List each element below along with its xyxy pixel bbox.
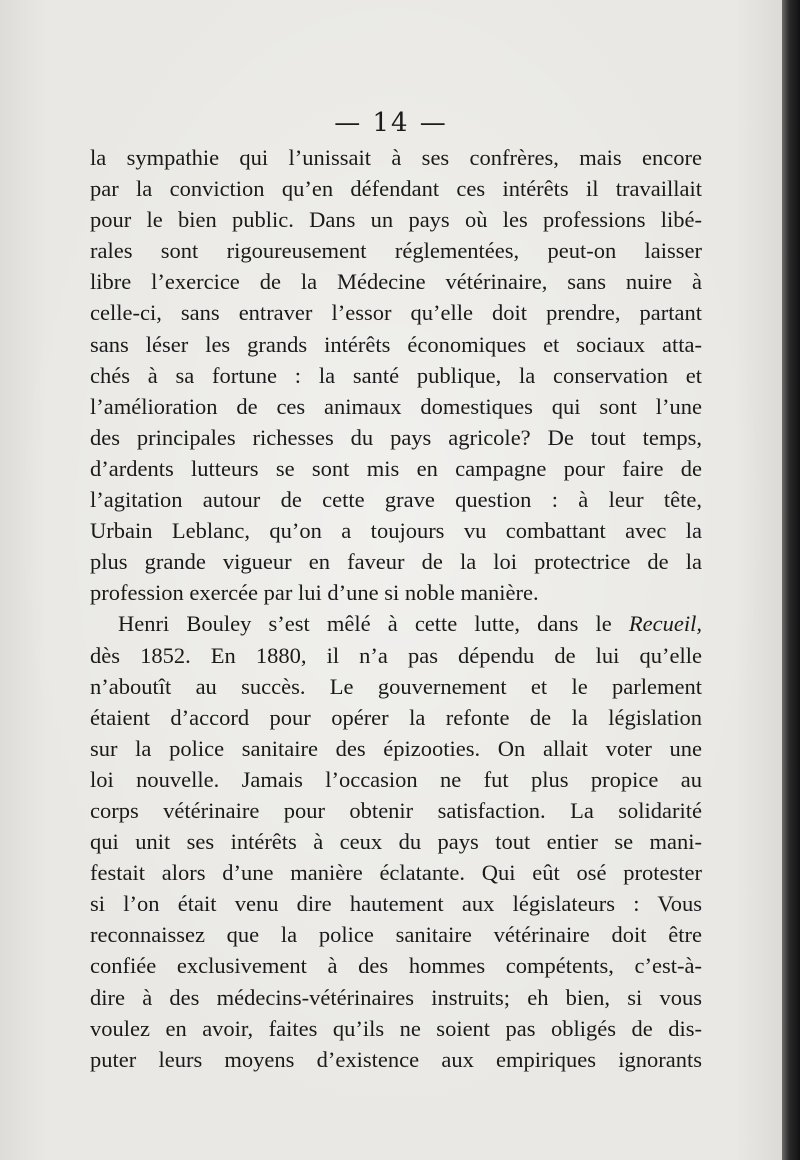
text-line: sans léser les grands intérêts économiques et sociaux atta- [90,331,702,357]
text-run: Henri Bouley s’est mêlé à cette lutte, dans le [118,611,629,637]
text-line: si l’on était venu dire hautement aux législateurs : Vous [90,891,702,917]
text-line: plus grande vigueur en faveur de la loi protectrice de la [90,549,702,575]
text-line: d’ardents lutteurs se sont mis en campagne pour faire de [90,455,702,481]
text-line: sur la police sanitaire des épizooties. On allait voter une [90,735,702,761]
text-line: l’amélioration de ces animaux domestiques qui sont l’une [90,393,702,419]
text-line: rales sont rigoureusement réglementées, peut-on laisser [90,238,702,264]
text-line: chés à sa fortune : la santé publique, la conservation et [90,362,702,388]
text-line: l’agitation autour de cette grave question : à leur tête, [90,487,702,513]
body-text [90,142,702,1075]
text-line: profession exercée par lui d’une si noble manière. [90,580,539,606]
text-line: n’aboutît au succès. Le gouvernement et le parlement [90,673,702,699]
text-line: la sympathie qui l’unissait à ses confrères, mais encore [90,145,702,170]
text-line: des principales richesses du pays agricole? De tout temps, [90,424,702,450]
text-line: par la conviction qu’en défendant ces intérêts il travaillait [90,176,702,202]
text-line: dès 1852. En 1880, il n’a pas dépendu de lui qu’elle [90,642,702,668]
text-line: loi nouvelle. Jamais l’occasion ne fut plus propice au [90,766,702,792]
text-line: festait alors d’une manière éclatante. Qui eût osé protester [90,860,702,886]
text-line [90,608,702,639]
paragraph-2 [90,608,702,1074]
text-line: celle-ci, sans entraver l’essor qu’elle doit prendre, partant [90,300,702,326]
text-line: qui unit ses intérêts à ceux du pays tout entier se mani- [90,829,702,855]
text-line: voulez en avoir, faites qu’ils ne soient pas obligés de dis- [90,1015,702,1041]
text-line: reconnaissez que la police sanitaire vétérinaire doit être [90,922,702,948]
text-line: dire à des médecins-vétérinaires instruits; eh bien, si vous [90,984,702,1010]
text-line: confiée exclusivement à des hommes compétents, c’est-à- [90,953,702,979]
page-number: — 14 — [334,108,448,138]
text-line: libre l’exercice de la Médecine vétérinaire, sans nuire à [90,269,702,295]
paragraph-1 [90,142,702,608]
text-line: étaient d’accord pour opérer la refonte de la législation [90,704,702,730]
text-line: corps vétérinaire pour obtenir satisfaction. La solidarité [90,797,702,823]
text-line: Urbain Leblanc, qu’on a toujours vu combattant avec la [90,518,702,544]
text-line: puter leurs moyens d’existence aux empiriques ignorants [90,1046,702,1072]
scan-edge-shadow [782,0,800,1160]
text-line: pour le bien public. Dans un pays où les professions libé- [90,207,702,233]
journal-title: Recueil, [628,611,702,637]
